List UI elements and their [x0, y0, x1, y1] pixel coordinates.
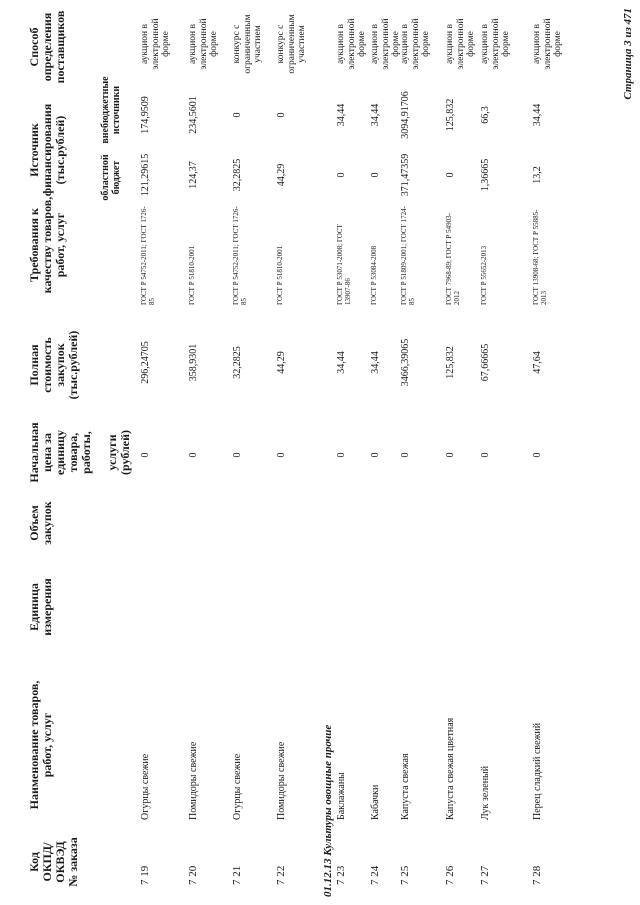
header-method: Способ определения поставщиков — [27, 10, 67, 84]
row-requirements: ГОСТ 13908-68; ГОСТ Р 55885-2013 — [532, 209, 548, 305]
row-full-cost: 296,24705 — [140, 341, 151, 384]
row-code: 7 26 — [444, 865, 456, 885]
row-funding-regional: 371,47359 — [400, 153, 411, 197]
row-code: 7 19 — [139, 865, 151, 885]
header-code: Код ОКПД/ ОКВЭД № заказа — [27, 837, 80, 887]
row-price: 0 — [232, 452, 243, 458]
row-price: 0 — [276, 452, 287, 458]
row-full-cost: 34,44 — [370, 351, 381, 374]
row-requirements: ГОСТ Р 53071-2008; ГОСТ 13907-86 — [336, 224, 352, 305]
table-row — [188, 0, 228, 905]
row-funding-offbudget: 3094,91706 — [400, 91, 411, 139]
row-funding-regional: 0 — [336, 172, 347, 178]
row-funding-regional: 44,29 — [276, 163, 287, 187]
header-full-cost: Полная стоимость закупок (тыс.рублей) — [27, 330, 80, 400]
row-price: 0 — [445, 452, 456, 458]
row-requirements: ГОСТ Р 54752-2011; ГОСТ 1726-85 — [140, 206, 156, 305]
group-code: 01.12.13 — [322, 858, 334, 897]
row-method: конкурс с ограниченным участием — [276, 14, 307, 74]
table-row — [532, 0, 572, 905]
row-full-cost: 3466,39065 — [400, 338, 411, 387]
row-code: 7 22 — [275, 865, 287, 885]
row-price: 0 — [532, 452, 543, 458]
row-full-cost: 34,44 — [336, 351, 347, 374]
row-price: 0 — [370, 452, 381, 458]
row-code: 7 25 — [399, 865, 411, 885]
header-funding: Источник финансирования (тыс.рублей) — [27, 103, 67, 197]
row-name: Огурцы свежие — [232, 753, 243, 820]
row-requirements: ГОСТ Р 53084-2008 — [370, 245, 378, 305]
row-price: 0 — [336, 452, 347, 458]
table-row — [232, 0, 272, 905]
row-name: Кабачки — [370, 784, 381, 820]
header-funding-offbudget: внебюджетные источники — [100, 76, 122, 144]
row-name: Капуста свежая цветная — [445, 717, 456, 820]
row-funding-offbudget: 125,832 — [445, 98, 456, 132]
row-funding-regional: 124,37 — [188, 161, 199, 189]
row-name: Помидоры свежие — [188, 741, 199, 820]
row-funding-regional: 121,29615 — [140, 153, 151, 197]
row-funding-offbudget: 34,44 — [532, 103, 543, 127]
row-requirements: ГОСТ Р 51810-2001 — [188, 245, 196, 305]
row-method: аукцион в электронной форме — [336, 18, 367, 70]
group-title — [322, 725, 334, 897]
row-code: 7 27 — [479, 865, 491, 885]
row-method: аукцион в электронной форме — [445, 18, 476, 70]
row-requirements: ГОСТ Р 54752-2011; ГОСТ 1726-85 — [232, 206, 248, 305]
header-volume: Объем закупок — [27, 501, 54, 545]
row-funding-regional: 13,2 — [532, 166, 543, 184]
row-funding-offbudget: 34,44 — [370, 103, 381, 127]
row-funding-regional: 1,36665 — [480, 158, 491, 192]
row-name: Баклажаны — [336, 772, 347, 820]
row-code: 7 23 — [335, 865, 347, 885]
row-price: 0 — [188, 452, 199, 458]
table-row — [276, 0, 316, 905]
row-funding-regional: 0 — [445, 172, 456, 178]
page-footer: Страница 3 из 471 — [622, 8, 634, 100]
row-price: 0 — [140, 452, 151, 458]
row-price: 0 — [480, 452, 491, 458]
row-funding-offbudget: 34,44 — [336, 103, 347, 127]
row-requirements: ГОСТ 7968-89; ГОСТ Р 54903-2012 — [445, 213, 461, 305]
row-requirements: ГОСТ Р 51810-2001 — [276, 245, 284, 305]
row-requirements: ГОСТ Р 51809-2001; ГОСТ 1724-85 — [400, 206, 416, 305]
row-code: 7 28 — [531, 865, 543, 885]
header-start-price: Начальная цена за единицу товара, работы, услуги (рублей) — [27, 422, 132, 483]
row-funding-offbudget: 174,9509 — [140, 96, 151, 134]
row-code: 7 24 — [369, 865, 381, 885]
row-name: Перец сладкий свежий — [532, 722, 543, 820]
row-method: конкурс с ограниченным участием — [232, 14, 263, 74]
row-method: аукцион в электронной форме — [188, 18, 219, 70]
table-row — [140, 0, 180, 905]
row-full-cost: 358,9301 — [188, 343, 199, 382]
table-row — [480, 0, 520, 905]
row-price: 0 — [400, 452, 411, 458]
row-name: Капуста свежая — [400, 753, 411, 820]
row-funding-regional: 32,2825 — [232, 158, 243, 192]
row-funding-regional: 0 — [370, 172, 381, 178]
row-funding-offbudget: 66,3 — [480, 106, 491, 124]
row-method: аукцион в электронной форме — [532, 18, 563, 70]
row-full-cost: 125,832 — [445, 346, 456, 379]
row-name: Огурцы свежие — [140, 753, 151, 820]
header-name: Наименование товаров, работ, услуг — [27, 680, 54, 810]
row-method: аукцион в электронной форме — [480, 18, 511, 70]
header-requirements: Требования к качеству товаров, работ, услуг — [27, 196, 67, 294]
row-method: аукцион в электронной форме — [400, 18, 431, 70]
header-funding-regional: областной бюджет — [100, 154, 122, 201]
row-requirements: ГОСТ Р 55652-2013 — [480, 245, 488, 305]
row-method: аукцион в электронной форме — [370, 18, 401, 70]
row-full-cost: 44,29 — [276, 351, 287, 374]
row-funding-offbudget: 0 — [232, 112, 243, 118]
header-unit: Единица измерения — [27, 578, 54, 636]
row-name: Помидоры свежие — [276, 741, 287, 820]
table-row — [400, 0, 440, 905]
row-code: 7 20 — [187, 865, 199, 885]
row-full-cost: 32,2825 — [232, 346, 243, 379]
row-code: 7 21 — [231, 865, 243, 885]
row-method: аукцион в электронной форме — [140, 18, 171, 70]
row-funding-offbudget: 0 — [276, 112, 287, 118]
table-row — [445, 0, 485, 905]
group-name: Культуры овощные прочие — [322, 724, 334, 856]
row-full-cost: 67,66665 — [480, 343, 491, 382]
row-full-cost: 47,64 — [532, 351, 543, 374]
row-funding-offbudget: 234,5601 — [188, 96, 199, 134]
row-name: Лук зеленый — [480, 765, 491, 820]
